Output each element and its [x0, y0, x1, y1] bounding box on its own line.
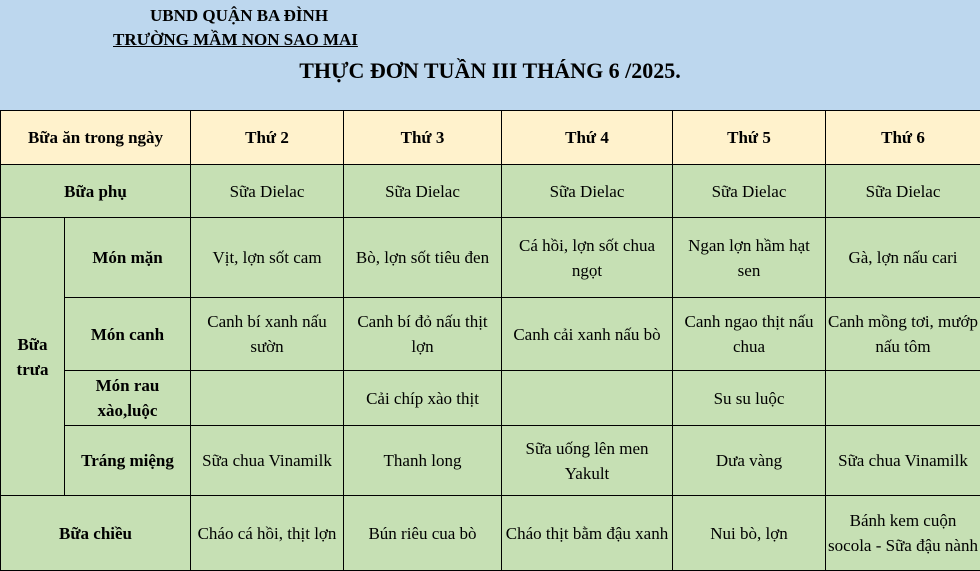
- day-header: Thứ 6: [826, 111, 980, 165]
- menu-cell: [826, 371, 980, 426]
- meal-label: Bữa trưa: [1, 218, 65, 496]
- menu-cell: Cháo thịt bằm đậu xanh: [502, 496, 673, 571]
- menu-cell: Sữa chua Vinamilk: [826, 426, 980, 496]
- menu-cell: [502, 371, 673, 426]
- dish-type-label: Món canh: [65, 298, 191, 371]
- menu-cell: Ngan lợn hầm hạt sen: [673, 218, 826, 298]
- menu-cell: Thanh long: [344, 426, 502, 496]
- menu-cell: Sữa Dielac: [502, 165, 673, 218]
- menu-cell: Vịt, lợn sốt cam: [191, 218, 344, 298]
- menu-cell: Cá hồi, lợn sốt chua ngọt: [502, 218, 673, 298]
- dish-type-label: Món mặn: [65, 218, 191, 298]
- menu-cell: Sữa Dielac: [191, 165, 344, 218]
- menu-cell: Canh bí xanh nấu sườn: [191, 298, 344, 371]
- day-header: Thứ 3: [344, 111, 502, 165]
- menu-cell: Bánh kem cuộn socola - Sữa đậu nành: [826, 496, 980, 571]
- day-header: Thứ 4: [502, 111, 673, 165]
- table-row: [1, 426, 980, 496]
- menu-cell: Bún riêu cua bò: [344, 496, 502, 571]
- menu-cell: Sữa Dielac: [826, 165, 980, 218]
- meal-label: Bữa chiều: [1, 496, 191, 571]
- menu-cell: Sữa uống lên men Yakult: [502, 426, 673, 496]
- menu-cell: Sữa chua Vinamilk: [191, 426, 344, 496]
- menu-cell: Gà, lợn nấu cari: [826, 218, 980, 298]
- menu-cell: Cháo cá hồi, thịt lợn: [191, 496, 344, 571]
- table-row: [1, 218, 980, 298]
- table-row: [1, 165, 980, 218]
- menu-cell: Sữa Dielac: [344, 165, 502, 218]
- menu-cell: Su su luộc: [673, 371, 826, 426]
- table-row: [1, 298, 980, 371]
- dish-type-label: Tráng miệng: [65, 426, 191, 496]
- page-header: [0, 0, 980, 110]
- org-name-district: UBND QUẬN BA ĐÌNH: [150, 6, 328, 26]
- dish-type-label: Món rau xào,luộc: [65, 371, 191, 426]
- menu-cell: Canh cải xanh nấu bò: [502, 298, 673, 371]
- day-header: Thứ 2: [191, 111, 344, 165]
- corner-label: Bữa ăn trong ngày: [1, 111, 191, 165]
- menu-title: THỰC ĐƠN TUẦN III THÁNG 6 /2025.: [0, 58, 980, 84]
- menu-table: [0, 110, 980, 571]
- table-row: [1, 496, 980, 571]
- meal-label: Bữa phụ: [1, 165, 191, 218]
- menu-cell: Canh bí đỏ nấu thịt lợn: [344, 298, 502, 371]
- org-name-school: TRƯỜNG MẦM NON SAO MAI: [113, 30, 358, 50]
- menu-cell: Dưa vàng: [673, 426, 826, 496]
- table-row: [1, 371, 980, 426]
- menu-cell: Cải chíp xào thịt: [344, 371, 502, 426]
- menu-cell: Bò, lợn sốt tiêu đen: [344, 218, 502, 298]
- menu-cell: [191, 371, 344, 426]
- menu-cell: Canh mồng tơi, mướp nấu tôm: [826, 298, 980, 371]
- day-header: Thứ 5: [673, 111, 826, 165]
- menu-cell: Sữa Dielac: [673, 165, 826, 218]
- menu-cell: Nui bò, lợn: [673, 496, 826, 571]
- table-header-row: [1, 111, 980, 165]
- menu-cell: Canh ngao thịt nấu chua: [673, 298, 826, 371]
